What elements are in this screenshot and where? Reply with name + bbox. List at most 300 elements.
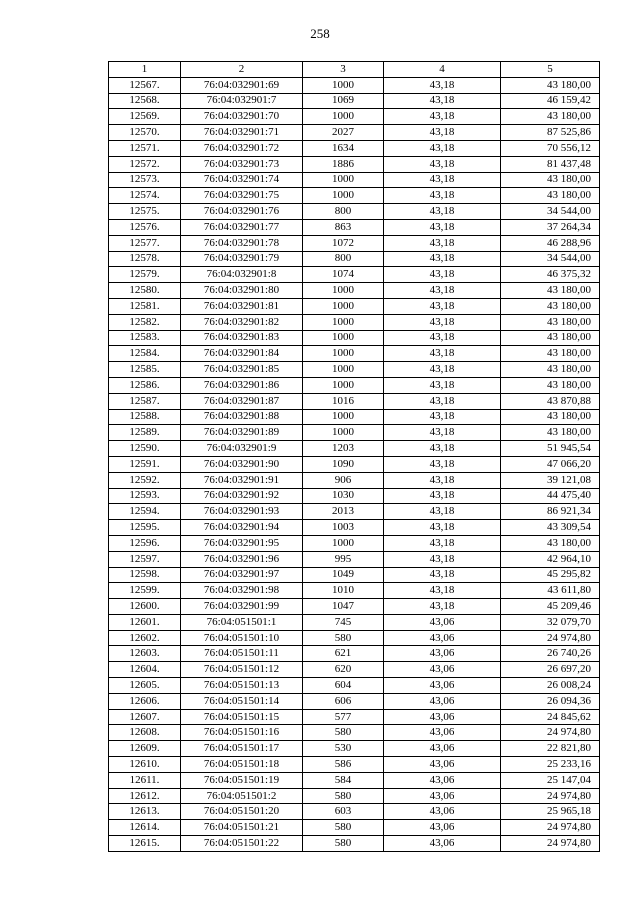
value-cell: 43 180,00 — [501, 172, 600, 188]
value-cell: 51 945,54 — [501, 441, 600, 457]
cadastral-number-cell: 76:04:032901:82 — [181, 314, 303, 330]
row-number-cell: 12611. — [109, 772, 181, 788]
area-cell: 580 — [303, 725, 384, 741]
table-row — [109, 93, 600, 109]
area-cell: 1003 — [303, 520, 384, 536]
cadastral-number-cell: 76:04:032901:75 — [181, 188, 303, 204]
table-row — [109, 251, 600, 267]
rate-cell: 43,18 — [384, 219, 501, 235]
value-cell: 24 974,80 — [501, 836, 600, 852]
rate-cell: 43,18 — [384, 567, 501, 583]
cadastral-number-cell: 76:04:051501:12 — [181, 662, 303, 678]
value-cell: 43 180,00 — [501, 109, 600, 125]
table-row — [109, 441, 600, 457]
table-row — [109, 456, 600, 472]
area-cell: 1090 — [303, 456, 384, 472]
rate-cell: 43,18 — [384, 456, 501, 472]
area-cell: 1000 — [303, 188, 384, 204]
value-cell: 26 697,20 — [501, 662, 600, 678]
table-row — [109, 757, 600, 773]
column-header-1: 1 — [109, 62, 181, 78]
data-table — [108, 61, 600, 852]
row-number-cell: 12592. — [109, 472, 181, 488]
row-number-cell: 12588. — [109, 409, 181, 425]
row-number-cell: 12605. — [109, 678, 181, 694]
row-number-cell: 12587. — [109, 393, 181, 409]
rate-cell: 43,18 — [384, 235, 501, 251]
rate-cell: 43,18 — [384, 393, 501, 409]
cadastral-number-cell: 76:04:032901:81 — [181, 298, 303, 314]
cadastral-number-cell: 76:04:032901:83 — [181, 330, 303, 346]
row-number-cell: 12614. — [109, 820, 181, 836]
cadastral-number-cell: 76:04:032901:73 — [181, 156, 303, 172]
area-cell: 586 — [303, 757, 384, 773]
table-row — [109, 172, 600, 188]
table-row — [109, 267, 600, 283]
area-cell: 1000 — [303, 425, 384, 441]
area-cell: 580 — [303, 820, 384, 836]
row-number-cell: 12572. — [109, 156, 181, 172]
value-cell: 43 180,00 — [501, 330, 600, 346]
row-number-cell: 12610. — [109, 757, 181, 773]
value-cell: 43 611,80 — [501, 583, 600, 599]
value-cell: 43 180,00 — [501, 409, 600, 425]
row-number-cell: 12609. — [109, 741, 181, 757]
value-cell: 42 964,10 — [501, 551, 600, 567]
table-row — [109, 393, 600, 409]
value-cell: 43 180,00 — [501, 77, 600, 93]
rate-cell: 43,06 — [384, 757, 501, 773]
value-cell: 87 525,86 — [501, 125, 600, 141]
cadastral-number-cell: 76:04:032901:88 — [181, 409, 303, 425]
rate-cell: 43,06 — [384, 709, 501, 725]
row-number-cell: 12576. — [109, 219, 181, 235]
column-header-2: 2 — [181, 62, 303, 78]
row-number-cell: 12601. — [109, 614, 181, 630]
row-number-cell: 12599. — [109, 583, 181, 599]
row-number-cell: 12581. — [109, 298, 181, 314]
rate-cell: 43,18 — [384, 504, 501, 520]
value-cell: 43 180,00 — [501, 283, 600, 299]
cadastral-number-cell: 76:04:032901:96 — [181, 551, 303, 567]
cadastral-number-cell: 76:04:032901:8 — [181, 267, 303, 283]
column-header-4: 4 — [384, 62, 501, 78]
rate-cell: 43,18 — [384, 583, 501, 599]
table-row — [109, 140, 600, 156]
value-cell: 45 209,46 — [501, 599, 600, 615]
area-cell: 621 — [303, 646, 384, 662]
area-cell: 1203 — [303, 441, 384, 457]
table-row — [109, 235, 600, 251]
area-cell: 1000 — [303, 330, 384, 346]
cadastral-number-cell: 76:04:051501:22 — [181, 836, 303, 852]
column-header-3: 3 — [303, 62, 384, 78]
row-number-cell: 12583. — [109, 330, 181, 346]
cadastral-number-cell: 76:04:051501:17 — [181, 741, 303, 757]
cadastral-number-cell: 76:04:051501:2 — [181, 788, 303, 804]
cadastral-number-cell: 76:04:032901:69 — [181, 77, 303, 93]
rate-cell: 43,18 — [384, 298, 501, 314]
area-cell: 995 — [303, 551, 384, 567]
area-cell: 580 — [303, 836, 384, 852]
table-body — [109, 77, 600, 851]
area-cell: 1000 — [303, 362, 384, 378]
value-cell: 43 180,00 — [501, 298, 600, 314]
row-number-cell: 12597. — [109, 551, 181, 567]
table-row — [109, 425, 600, 441]
value-cell: 24 974,80 — [501, 788, 600, 804]
rate-cell: 43,18 — [384, 314, 501, 330]
value-cell: 24 974,80 — [501, 725, 600, 741]
area-cell: 1010 — [303, 583, 384, 599]
cadastral-number-cell: 76:04:032901:72 — [181, 140, 303, 156]
area-cell: 1000 — [303, 346, 384, 362]
value-cell: 24 974,80 — [501, 820, 600, 836]
table-row — [109, 125, 600, 141]
row-number-cell: 12580. — [109, 283, 181, 299]
table-row — [109, 298, 600, 314]
area-cell: 620 — [303, 662, 384, 678]
value-cell: 43 180,00 — [501, 188, 600, 204]
table-row — [109, 314, 600, 330]
value-cell: 25 233,16 — [501, 757, 600, 773]
row-number-cell: 12590. — [109, 441, 181, 457]
table-header — [109, 62, 600, 78]
rate-cell: 43,06 — [384, 788, 501, 804]
row-number-cell: 12593. — [109, 488, 181, 504]
area-cell: 580 — [303, 630, 384, 646]
row-number-cell: 12600. — [109, 599, 181, 615]
row-number-cell: 12591. — [109, 456, 181, 472]
value-cell: 24 845,62 — [501, 709, 600, 725]
value-cell: 43 180,00 — [501, 377, 600, 393]
cadastral-number-cell: 76:04:032901:85 — [181, 362, 303, 378]
cadastral-number-cell: 76:04:032901:89 — [181, 425, 303, 441]
column-header-5: 5 — [501, 62, 600, 78]
cadastral-number-cell: 76:04:032901:98 — [181, 583, 303, 599]
table-row — [109, 504, 600, 520]
rate-cell: 43,06 — [384, 836, 501, 852]
value-cell: 44 475,40 — [501, 488, 600, 504]
table-row — [109, 488, 600, 504]
area-cell: 1049 — [303, 567, 384, 583]
area-cell: 906 — [303, 472, 384, 488]
rate-cell: 43,18 — [384, 140, 501, 156]
area-cell: 1030 — [303, 488, 384, 504]
table-row — [109, 836, 600, 852]
table-row — [109, 77, 600, 93]
value-cell: 45 295,82 — [501, 567, 600, 583]
row-number-cell: 12578. — [109, 251, 181, 267]
area-cell: 863 — [303, 219, 384, 235]
rate-cell: 43,18 — [384, 488, 501, 504]
row-number-cell: 12613. — [109, 804, 181, 820]
rate-cell: 43,06 — [384, 741, 501, 757]
area-cell: 1000 — [303, 535, 384, 551]
table-row — [109, 630, 600, 646]
value-cell: 22 821,80 — [501, 741, 600, 757]
rate-cell: 43,06 — [384, 772, 501, 788]
table-row — [109, 219, 600, 235]
rate-cell: 43,18 — [384, 77, 501, 93]
area-cell: 800 — [303, 251, 384, 267]
rate-cell: 43,06 — [384, 678, 501, 694]
rate-cell: 43,18 — [384, 283, 501, 299]
cadastral-number-cell: 76:04:032901:99 — [181, 599, 303, 615]
rate-cell: 43,18 — [384, 346, 501, 362]
value-cell: 46 159,42 — [501, 93, 600, 109]
table-row — [109, 283, 600, 299]
value-cell: 47 066,20 — [501, 456, 600, 472]
row-number-cell: 12585. — [109, 362, 181, 378]
cadastral-number-cell: 76:04:032901:70 — [181, 109, 303, 125]
row-number-cell: 12595. — [109, 520, 181, 536]
cadastral-number-cell: 76:04:051501:11 — [181, 646, 303, 662]
area-cell: 1000 — [303, 314, 384, 330]
table-row — [109, 678, 600, 694]
area-cell: 577 — [303, 709, 384, 725]
row-number-cell: 12604. — [109, 662, 181, 678]
cadastral-number-cell: 76:04:032901:91 — [181, 472, 303, 488]
row-number-cell: 12573. — [109, 172, 181, 188]
value-cell: 46 288,96 — [501, 235, 600, 251]
value-cell: 43 180,00 — [501, 346, 600, 362]
cadastral-number-cell: 76:04:051501:16 — [181, 725, 303, 741]
rate-cell: 43,18 — [384, 172, 501, 188]
area-cell: 1000 — [303, 409, 384, 425]
row-number-cell: 12571. — [109, 140, 181, 156]
value-cell: 86 921,34 — [501, 504, 600, 520]
value-cell: 26 094,36 — [501, 693, 600, 709]
rate-cell: 43,18 — [384, 156, 501, 172]
table-row — [109, 599, 600, 615]
cadastral-number-cell: 76:04:051501:18 — [181, 757, 303, 773]
cadastral-number-cell: 76:04:051501:13 — [181, 678, 303, 694]
row-number-cell: 12574. — [109, 188, 181, 204]
area-cell: 1074 — [303, 267, 384, 283]
value-cell: 39 121,08 — [501, 472, 600, 488]
rate-cell: 43,06 — [384, 662, 501, 678]
value-cell: 25 965,18 — [501, 804, 600, 820]
rate-cell: 43,18 — [384, 551, 501, 567]
area-cell: 604 — [303, 678, 384, 694]
area-cell: 745 — [303, 614, 384, 630]
rate-cell: 43,18 — [384, 93, 501, 109]
rate-cell: 43,18 — [384, 251, 501, 267]
row-number-cell: 12594. — [109, 504, 181, 520]
rate-cell: 43,06 — [384, 725, 501, 741]
row-number-cell: 12598. — [109, 567, 181, 583]
table-row — [109, 709, 600, 725]
cadastral-number-cell: 76:04:032901:74 — [181, 172, 303, 188]
table-row — [109, 772, 600, 788]
area-cell: 1000 — [303, 377, 384, 393]
cadastral-number-cell: 76:04:051501:21 — [181, 820, 303, 836]
row-number-cell: 12582. — [109, 314, 181, 330]
area-cell: 1072 — [303, 235, 384, 251]
table-row — [109, 362, 600, 378]
rate-cell: 43,06 — [384, 820, 501, 836]
table-row — [109, 725, 600, 741]
cadastral-number-cell: 76:04:032901:84 — [181, 346, 303, 362]
value-cell: 34 544,00 — [501, 251, 600, 267]
row-number-cell: 12606. — [109, 693, 181, 709]
value-cell: 43 180,00 — [501, 535, 600, 551]
area-cell: 1000 — [303, 283, 384, 299]
rate-cell: 43,18 — [384, 425, 501, 441]
value-cell: 43 180,00 — [501, 314, 600, 330]
value-cell: 43 180,00 — [501, 362, 600, 378]
cadastral-number-cell: 76:04:032901:71 — [181, 125, 303, 141]
value-cell: 26 008,24 — [501, 678, 600, 694]
value-cell: 24 974,80 — [501, 630, 600, 646]
rate-cell: 43,06 — [384, 630, 501, 646]
area-cell: 1069 — [303, 93, 384, 109]
cadastral-number-cell: 76:04:032901:7 — [181, 93, 303, 109]
cadastral-number-cell: 76:04:032901:93 — [181, 504, 303, 520]
cadastral-number-cell: 76:04:051501:10 — [181, 630, 303, 646]
row-number-cell: 12608. — [109, 725, 181, 741]
value-cell: 25 147,04 — [501, 772, 600, 788]
area-cell: 1016 — [303, 393, 384, 409]
table-row — [109, 520, 600, 536]
area-cell: 530 — [303, 741, 384, 757]
area-cell: 580 — [303, 788, 384, 804]
table-row — [109, 204, 600, 220]
area-cell: 1000 — [303, 109, 384, 125]
table-row — [109, 662, 600, 678]
cadastral-number-cell: 76:04:032901:78 — [181, 235, 303, 251]
rate-cell: 43,18 — [384, 109, 501, 125]
cadastral-number-cell: 76:04:051501:14 — [181, 693, 303, 709]
value-cell: 81 437,48 — [501, 156, 600, 172]
value-cell: 43 180,00 — [501, 425, 600, 441]
table-row — [109, 614, 600, 630]
cadastral-number-cell: 76:04:032901:79 — [181, 251, 303, 267]
cadastral-number-cell: 76:04:032901:95 — [181, 535, 303, 551]
table-row — [109, 551, 600, 567]
cadastral-number-cell: 76:04:032901:77 — [181, 219, 303, 235]
rate-cell: 43,18 — [384, 188, 501, 204]
cadastral-number-cell: 76:04:051501:20 — [181, 804, 303, 820]
table-row — [109, 788, 600, 804]
cadastral-number-cell: 76:04:032901:80 — [181, 283, 303, 299]
cadastral-number-cell: 76:04:032901:90 — [181, 456, 303, 472]
rate-cell: 43,18 — [384, 472, 501, 488]
cadastral-number-cell: 76:04:032901:86 — [181, 377, 303, 393]
row-number-cell: 12603. — [109, 646, 181, 662]
table-row — [109, 346, 600, 362]
row-number-cell: 12615. — [109, 836, 181, 852]
rate-cell: 43,18 — [384, 204, 501, 220]
table-row — [109, 693, 600, 709]
table-row — [109, 820, 600, 836]
rate-cell: 43,18 — [384, 520, 501, 536]
header-row — [109, 62, 600, 78]
area-cell: 2027 — [303, 125, 384, 141]
area-cell: 1000 — [303, 77, 384, 93]
table-row — [109, 804, 600, 820]
cadastral-number-cell: 76:04:032901:76 — [181, 204, 303, 220]
table-row — [109, 646, 600, 662]
row-number-cell: 12607. — [109, 709, 181, 725]
row-number-cell: 12586. — [109, 377, 181, 393]
area-cell: 1886 — [303, 156, 384, 172]
value-cell: 70 556,12 — [501, 140, 600, 156]
value-cell: 43 309,54 — [501, 520, 600, 536]
row-number-cell: 12577. — [109, 235, 181, 251]
row-number-cell: 12602. — [109, 630, 181, 646]
value-cell: 37 264,34 — [501, 219, 600, 235]
table-row — [109, 109, 600, 125]
table-row — [109, 377, 600, 393]
row-number-cell: 12589. — [109, 425, 181, 441]
value-cell: 26 740,26 — [501, 646, 600, 662]
value-cell: 32 079,70 — [501, 614, 600, 630]
row-number-cell: 12569. — [109, 109, 181, 125]
rate-cell: 43,18 — [384, 535, 501, 551]
rate-cell: 43,06 — [384, 693, 501, 709]
area-cell: 606 — [303, 693, 384, 709]
rate-cell: 43,18 — [384, 330, 501, 346]
row-number-cell: 12579. — [109, 267, 181, 283]
area-cell: 1634 — [303, 140, 384, 156]
table-row — [109, 535, 600, 551]
row-number-cell: 12584. — [109, 346, 181, 362]
cadastral-number-cell: 76:04:051501:1 — [181, 614, 303, 630]
area-cell: 2013 — [303, 504, 384, 520]
rate-cell: 43,18 — [384, 441, 501, 457]
area-cell: 1047 — [303, 599, 384, 615]
table-row — [109, 741, 600, 757]
table-row — [109, 567, 600, 583]
rate-cell: 43,18 — [384, 377, 501, 393]
rate-cell: 43,06 — [384, 646, 501, 662]
rate-cell: 43,18 — [384, 599, 501, 615]
table-row — [109, 330, 600, 346]
value-cell: 43 870,88 — [501, 393, 600, 409]
row-number-cell: 12575. — [109, 204, 181, 220]
row-number-cell: 12567. — [109, 77, 181, 93]
cadastral-number-cell: 76:04:032901:92 — [181, 488, 303, 504]
value-cell: 34 544,00 — [501, 204, 600, 220]
row-number-cell: 12570. — [109, 125, 181, 141]
area-cell: 584 — [303, 772, 384, 788]
cadastral-number-cell: 76:04:051501:15 — [181, 709, 303, 725]
area-cell: 603 — [303, 804, 384, 820]
table-row — [109, 156, 600, 172]
table-row — [109, 583, 600, 599]
area-cell: 800 — [303, 204, 384, 220]
rate-cell: 43,06 — [384, 804, 501, 820]
table-row — [109, 188, 600, 204]
value-cell: 46 375,32 — [501, 267, 600, 283]
rate-cell: 43,18 — [384, 267, 501, 283]
cadastral-number-cell: 76:04:051501:19 — [181, 772, 303, 788]
rate-cell: 43,06 — [384, 614, 501, 630]
cadastral-number-cell: 76:04:032901:97 — [181, 567, 303, 583]
rate-cell: 43,18 — [384, 125, 501, 141]
table-row — [109, 472, 600, 488]
area-cell: 1000 — [303, 298, 384, 314]
rate-cell: 43,18 — [384, 409, 501, 425]
page-number: 258 — [310, 26, 330, 41]
row-number-cell: 12596. — [109, 535, 181, 551]
cadastral-number-cell: 76:04:032901:94 — [181, 520, 303, 536]
cadastral-number-cell: 76:04:032901:9 — [181, 441, 303, 457]
row-number-cell: 12568. — [109, 93, 181, 109]
cadastral-number-cell: 76:04:032901:87 — [181, 393, 303, 409]
